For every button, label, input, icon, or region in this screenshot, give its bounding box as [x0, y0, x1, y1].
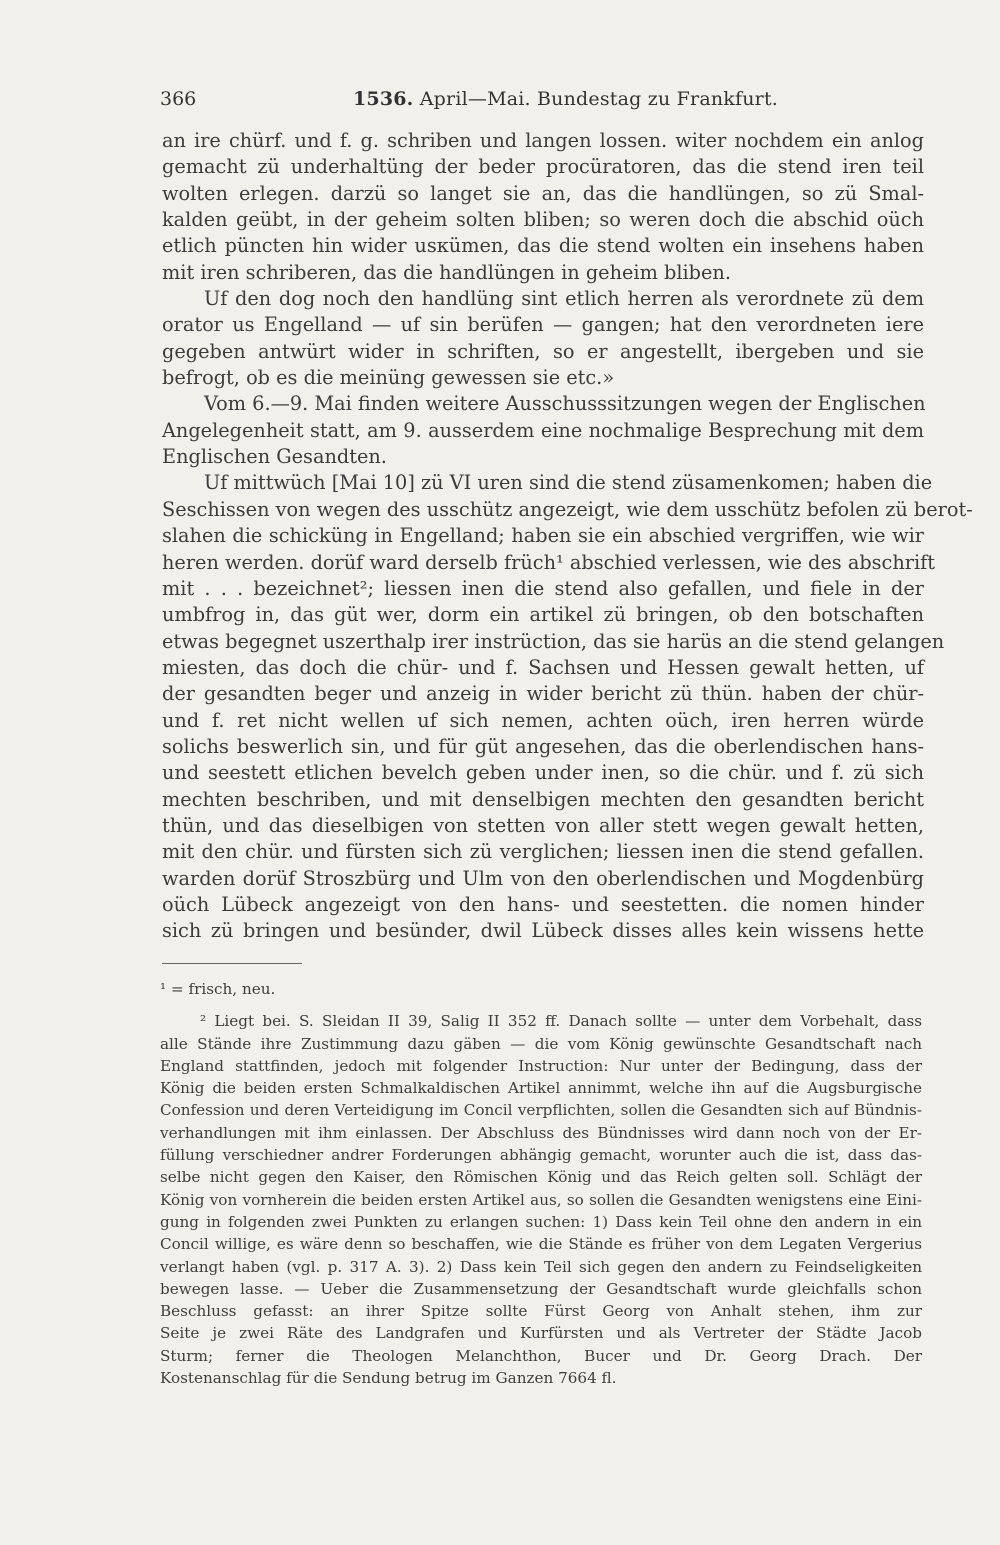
text-line: mit den chür. und fürsten sich zü verglichen; liessen inen die stend gefallen.: [162, 840, 924, 864]
text-line: und seestett etlichen bevelch geben under inen, so die chür. und f. zü sich: [162, 761, 924, 785]
text-line: gegeben antwürt wider in schriften, so er angestellt, ibergeben und sie: [162, 339, 924, 363]
text-line: slahen die schicküng in Engelland; haben sie ein abschied vergriffen, wie wir: [162, 524, 924, 548]
footnote-line: bewegen lasse. — Ueber die Zusammensetzung der Gesandtschaft wurde gleichfalls schon: [160, 1279, 922, 1298]
text-line: Uf mittwüch [Mai 10] zü VI uren sind die stend züsamenkomen; haben die: [204, 471, 933, 495]
text-line: Vom 6.—9. Mai finden weitere Ausschusssitzungen wegen der Englischen: [204, 392, 926, 416]
text-line: mit . . . bezeichnet²; liessen inen die stend also gefallen, und fiele in der: [162, 576, 924, 600]
running-title-year: 1536.: [353, 88, 414, 110]
footnote-divider: [162, 963, 302, 964]
text-line: Englischen Gesandten.: [162, 445, 387, 469]
footnote-line: Sturm; ferner die Theologen Melanchthon, Bucer und Dr. Georg Drach. Der: [160, 1346, 922, 1365]
footnote-line: Kostenanschlag für die Sendung betrug im Ganzen 7664 fl.: [160, 1369, 617, 1388]
running-title-text: April—Mai. Bundestag zu Frankfurt.: [419, 88, 779, 110]
text-line: solichs beswerlich sin, und für güt angesehen, das die oberlendischen hans-: [162, 734, 924, 758]
text-line: gemacht zü underhaltüng der beder procüratoren, das die stend iren teil: [162, 155, 924, 179]
text-line: sich zü bringen und besünder, dwil Lübeck disses alles kein wissens hette: [162, 919, 924, 943]
text-line: an ire chürf. und f. g. schriben und langen lossen. witer nochdem ein anlog: [162, 129, 924, 152]
text-line: umbfrog in, das güt wer, dorm ein artikel zü bringen, ob den botschaften: [162, 603, 924, 627]
text-line: mechten beschriben, und mit denselbigen mechten den gesandten bericht: [162, 787, 924, 811]
footnote-line: König von vornherein die beiden ersten Artikel aus, so sollen die Gesandten wenigstens eine Eini-: [160, 1190, 922, 1209]
text-line: wolten erlegen. darzü so langet sie an, das die handlüngen, so zü Smal-: [162, 181, 924, 205]
text-line: und f. ret nicht wellen uf sich nemen, achten oüch, iren herren würde: [162, 708, 924, 732]
text-line: Uf den dog noch den handlüng sint etlich herren als verordnete zü dem: [204, 287, 924, 311]
footnote-line: ² Liegt bei. S. Sleidan II 39, Salig II 352 ff. Danach sollte — unter dem Vorbehalt, dass: [200, 1012, 922, 1031]
text-line: oüch Lübeck angezeigt von den hans- und seestetten. die nomen hinder: [162, 892, 924, 916]
text-line: thün, und das dieselbigen von stetten von aller stett wegen gewalt hetten,: [162, 813, 924, 837]
text-line: befrogt, ob es die meinüng gewessen sie etc.»: [162, 366, 615, 390]
text-line: heren werden. dorüf ward derselb früch¹ abschied verlessen, wie des abschrift: [162, 550, 936, 574]
text-line: Angelegenheit statt, am 9. ausserdem eine nochmalige Besprechung mit dem: [162, 418, 924, 442]
footnote-line: Beschluss gefasst: an ihrer Spitze sollte Fürst Georg von Anhalt stehen, ihm zur: [160, 1302, 922, 1321]
running-title: [353, 88, 778, 110]
footnote-line: verlangt haben (vgl. p. 317 A. 3). 2) Dass kein Teil sich gegen den andern zu Feindseligkeiten: [160, 1257, 922, 1276]
text-line: orator us Engelland — uf sin berüfen — gangen; hat den verordneten iere: [162, 313, 924, 337]
footnotes: [160, 978, 922, 1389]
footnote-line: selbe nicht gegen den Kaiser, den Römischen König und das Reich gelten soll. Schlägt der: [160, 1168, 922, 1187]
footnote-1: ¹ = frisch, neu.: [160, 980, 276, 998]
text-line: etlich püncten hin wider usкümen, das die stend wolten ein insehens haben: [162, 234, 924, 258]
text-line: mit iren schriberen, das die handlüngen in geheim bliben.: [162, 260, 731, 284]
footnote-line: König die beiden ersten Schmalkaldischen Artikel annimmt, welche ihn auf die Augsburgische: [160, 1079, 922, 1098]
footnote-line: füllung verschiedner andrer Forderungen abhängig gemacht, worunter auch die ist, dass das-: [160, 1146, 922, 1165]
footnote-line: verhandlungen mit ihm einlassen. Der Abschluss des Bündnisses wird dann noch von der Er-: [160, 1123, 922, 1142]
text-line: Seschissen von wegen des usschütz angezeigt, wie dem usschütz befolen zü berot-: [162, 497, 973, 521]
footnote-2: [160, 1010, 922, 1389]
footnote-line: Concil willige, es wäre denn so beschaffen, wie die Stände es früher von dem Legaten Vergerius: [160, 1235, 922, 1254]
text-line: kalden geübt, in der geheim solten bliben; so weren doch die abschid oüch: [162, 208, 924, 232]
footnote-line: England stattfinden, jedoch mit folgender Instruction: Nur unter der Bedingung, dass der: [160, 1056, 922, 1075]
footnote-line: Seite je zwei Räte des Landgrafen und Kurfürsten und als Vertreter der Städte Jacob: [160, 1324, 922, 1343]
main-text: [162, 128, 973, 945]
footnote-line: Confession und deren Verteidigung im Concil verpflichten, sollen die Gesandten sich auf Bündnis-: [160, 1101, 922, 1120]
text-line: etwas begegnet uszerthalp irer instrüction, das sie harüs an die stend gelangen: [162, 629, 945, 653]
page-number: 366: [160, 88, 197, 110]
text-line: miesten, das doch die chür- und f. Sachsen und Hessen gewalt hetten, uf: [162, 655, 924, 679]
text-line: der gesandten beger und anzeig in wider bericht zü thün. haben der chür-: [162, 682, 924, 706]
footnote-line: alle Stände ihre Zustimmung dazu gäben — die vom König gewünschte Gesandtschaft nach: [160, 1034, 922, 1053]
footnote-line: gung in folgenden zwei Punkten zu erlangen suchen: 1) Dass kein Teil ohne den andern in ein: [160, 1212, 922, 1231]
text-line: warden dorüf Stroszbürg und Ulm von den oberlendischen und Mogdenbürg: [162, 866, 924, 890]
